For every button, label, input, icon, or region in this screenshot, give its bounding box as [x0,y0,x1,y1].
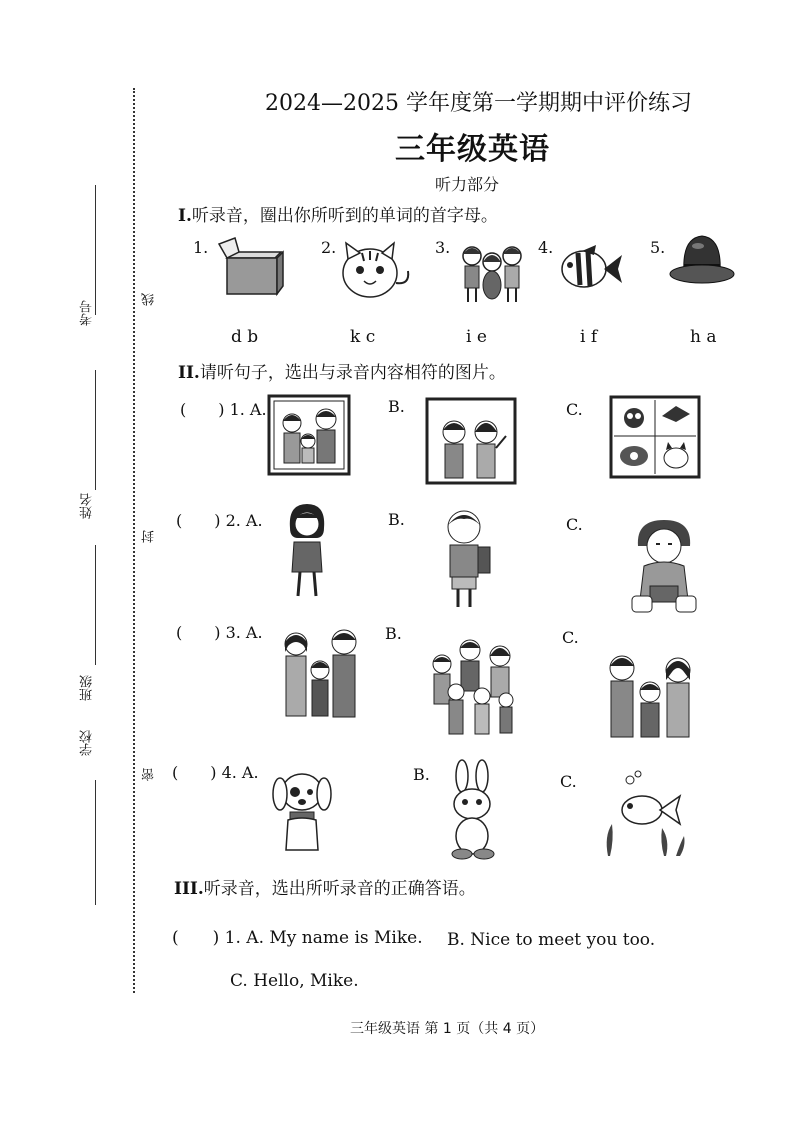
s1-item1-number: 1. [193,238,209,257]
section1-heading [178,201,498,226]
banji-underline [95,545,96,665]
goldfish-image [600,770,692,860]
xingming-underline [95,370,96,490]
s1-item5-number: 5. [650,238,666,257]
s2-q1-b: B. [388,397,405,416]
cat-icon [338,243,413,303]
family-photo-image [268,395,352,477]
section2-heading [178,358,506,383]
s1-item2-letters: k c [350,327,376,347]
xingming-label: 姓名 [80,493,95,519]
s3-q1-b: B. Nice to meet you too. [447,930,656,950]
s3-q1-a: ( ) 1. A. My name is Mike. [172,928,423,948]
s1-item5-letters: h a [690,327,717,347]
part-title: 听力部分 [435,175,500,194]
s2-q3-b: B. [385,624,402,643]
s2-q3-c: C. [562,628,579,647]
section3-title: 听录音，选出所听录音的正确答语。 [203,879,476,899]
kaohao-underline [95,185,96,315]
fish-icon [560,245,625,295]
family-of-four-image [278,626,364,720]
s1-item4-letters: i f [580,327,598,347]
s2-q2-label: ( ) 2. A. [176,511,263,530]
banji-label: 班级 [80,675,95,701]
binding-dotted-line [133,88,135,993]
seal-char-xian: 线 [142,293,157,306]
animal-photo-image [610,396,702,480]
section2-number: II. [178,363,200,383]
hat-icon [668,232,738,287]
children-icon [458,240,528,305]
s2-q1-label: ( ) 1. A. [180,400,267,419]
s2-q4-label: ( ) 4. A. [172,763,259,782]
s2-q4-c: C. [560,772,577,791]
exam-title: 2024—2025 学年度第一学期期中评价练习 [265,91,692,116]
section2-title: 请听句子，选出与录音内容相符的图片。 [199,363,506,383]
grandma-image [628,516,700,616]
s2-q2-c: C. [566,515,583,534]
s1-item4-number: 4. [538,238,554,257]
seal-char-mi: 密 [142,768,157,781]
s1-item3-letters: i e [466,327,487,347]
s2-q3-label: ( ) 3. A. [176,623,263,642]
seal-char-feng: 封 [142,530,157,543]
family-of-three-image [604,648,699,740]
rabbit-image [440,762,502,862]
s3-q1-c: C. Hello, Mike. [230,971,359,991]
s2-q2-b: B. [388,510,405,529]
subject-title: 三年级英语 [395,132,550,167]
kaohao-label: 考号 [80,300,95,326]
s2-q1-c: C. [566,400,583,419]
section3-heading [174,874,476,899]
dog-image [270,762,334,854]
s1-item1-letters: d b [231,327,259,347]
xuexiao-underline [95,780,96,905]
section1-title: 听录音，圈出你所听到的单词的首字母。 [191,206,498,226]
section3-number: III. [174,879,204,899]
section1-number: I. [178,206,192,226]
xuexiao-label: 学校 [80,730,95,756]
boy-girl-photo-image [426,398,518,486]
page-footer: 三年级英语 第 1 页（共 4 页） [350,1021,545,1037]
woman-image [276,500,338,600]
s1-item3-number: 3. [435,238,451,257]
box-icon [215,238,285,298]
s1-item2-number: 2. [321,238,337,257]
s2-q4-b: B. [413,765,430,784]
big-family-image [420,634,525,738]
boy-backpack-image [436,503,498,611]
